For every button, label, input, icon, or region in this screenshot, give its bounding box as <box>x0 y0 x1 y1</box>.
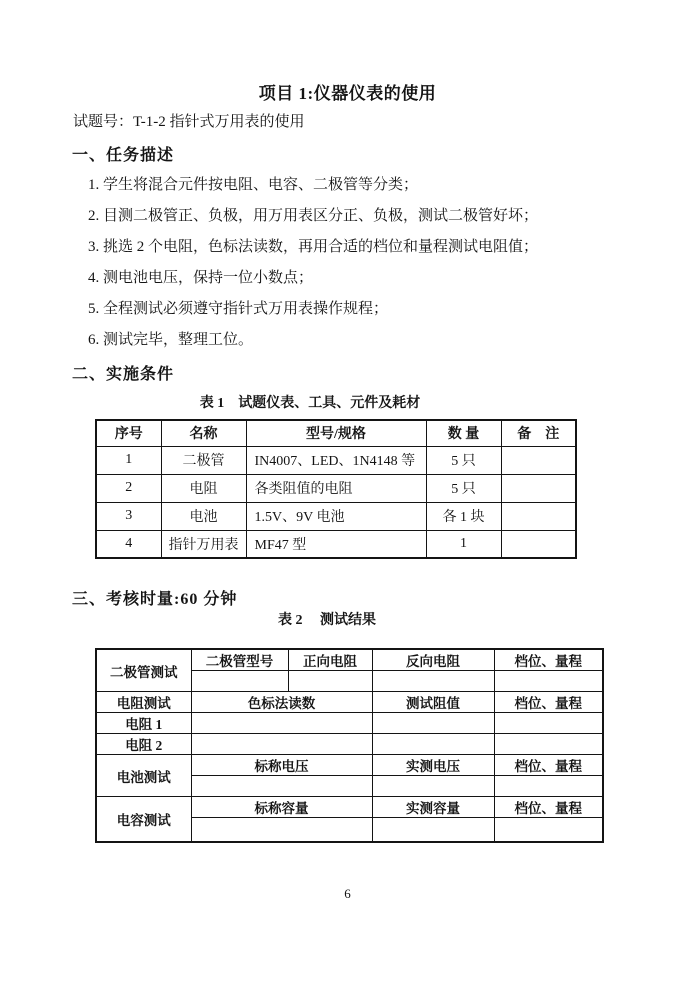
header-cell-diode-model: 二极管型号 <box>191 649 288 671</box>
header-cell-range: 档位、量程 <box>494 797 603 818</box>
header-cell-reverse-resistance: 反向电阻 <box>372 649 494 671</box>
table-cell: MF47 型 <box>246 530 426 558</box>
header-cell-measured-capacity: 实测容量 <box>372 797 494 818</box>
page-title: 项目 1:仪器仪表的使用 <box>258 84 437 103</box>
header-cell-nominal-voltage: 标称电压 <box>191 755 372 776</box>
empty-cell <box>372 713 494 734</box>
table-row <box>96 446 576 474</box>
header-cell-name: 名称 <box>161 420 246 446</box>
table-cell: 电阻 <box>161 474 246 502</box>
row-label-diode-test: 二极管测试 <box>96 649 191 692</box>
empty-cell <box>372 671 494 692</box>
table1-caption: 表 1 试题仪表、工具、元件及耗材 <box>199 396 421 411</box>
empty-cell <box>288 671 372 692</box>
table-cell: 二极管 <box>161 446 246 474</box>
header-cell-remarks: 备 注 <box>501 420 576 446</box>
table-row <box>96 474 576 502</box>
empty-cell <box>191 818 372 842</box>
section-heading-task-description: 一、任务描述 <box>72 147 175 164</box>
task-list <box>88 170 648 356</box>
materials-table <box>95 419 577 559</box>
table-cell: 5 只 <box>426 474 501 502</box>
row-label-battery-test: 电池测试 <box>96 755 191 797</box>
table-cell: 电池 <box>161 502 246 530</box>
empty-cell <box>501 474 576 502</box>
table-cell: IN4007、LED、1N4148 等 <box>246 446 426 474</box>
table-cell: 1.5V、9V 电池 <box>246 502 426 530</box>
empty-cell <box>191 734 372 755</box>
header-cell-forward-resistance: 正向电阻 <box>288 649 372 671</box>
header-cell-measured-resistance: 测试阻值 <box>372 692 494 713</box>
task-item: 3. 挑选 2 个电阻，色标法读数，再用合适的档位和量程测试电阻值； <box>88 239 539 255</box>
table-cell: 1 <box>426 530 501 558</box>
table-cell: 2 <box>96 474 161 502</box>
task-item: 4. 测电池电压，保持一位小数点； <box>88 270 314 286</box>
row-label-resistor-1: 电阻 1 <box>96 713 191 734</box>
battery-header-row <box>96 755 603 776</box>
table-cell: 指针万用表 <box>161 530 246 558</box>
resistor1-entry-row <box>96 713 603 734</box>
empty-cell <box>494 734 603 755</box>
resistor-header-row <box>96 692 603 713</box>
table-row <box>96 530 576 558</box>
empty-cell <box>494 818 603 842</box>
header-cell-range: 档位、量程 <box>494 692 603 713</box>
section-heading-implementation-conditions: 二、实施条件 <box>72 366 175 383</box>
table-cell: 5 只 <box>426 446 501 474</box>
empty-cell <box>494 671 603 692</box>
section-heading-assessment-time: 三、考核时量:60 分钟 <box>72 591 238 608</box>
header-cell-range: 档位、量程 <box>494 755 603 776</box>
table-cell: 3 <box>96 502 161 530</box>
header-cell-nominal-capacity: 标称容量 <box>191 797 372 818</box>
page-number: 6 <box>344 886 351 901</box>
table-cell: 1 <box>96 446 161 474</box>
header-cell-color-code-reading: 色标法读数 <box>191 692 372 713</box>
empty-cell <box>494 776 603 797</box>
empty-cell <box>501 502 576 530</box>
task-item: 2. 目测二极管正、负极，用万用表区分正、负极，测试二极管好坏； <box>88 208 539 224</box>
header-cell-range: 档位、量程 <box>494 649 603 671</box>
task-item: 5. 全程测试必须遵守指针式万用表操作规程； <box>88 301 389 317</box>
empty-cell <box>372 734 494 755</box>
table-cell: 各类阻值的电阻 <box>246 474 426 502</box>
results-table <box>95 648 604 843</box>
row-label-capacitor-test: 电容测试 <box>96 797 191 842</box>
exam-number-line: 试题号：T-1-2 指针式万用表的使用 <box>73 114 305 130</box>
table2-caption: 表 2 测试结果 <box>278 613 376 628</box>
empty-cell <box>191 776 372 797</box>
capacitor-header-row <box>96 797 603 818</box>
header-cell-quantity: 数 量 <box>426 420 501 446</box>
empty-cell <box>191 713 372 734</box>
task-item: 1. 学生将混合元件按电阻、电容、二极管等分类； <box>88 177 419 193</box>
task-item: 6. 测试完毕，整理工位。 <box>88 332 254 348</box>
empty-cell <box>501 530 576 558</box>
header-cell-model: 型号/规格 <box>246 420 426 446</box>
header-cell-index: 序号 <box>96 420 161 446</box>
row-label-resistor-2: 电阻 2 <box>96 734 191 755</box>
table-header-row <box>96 420 576 446</box>
empty-cell <box>191 671 288 692</box>
resistor2-entry-row <box>96 734 603 755</box>
diode-header-row <box>96 649 603 671</box>
table-cell: 4 <box>96 530 161 558</box>
empty-cell <box>372 818 494 842</box>
table-row <box>96 502 576 530</box>
header-cell-measured-voltage: 实测电压 <box>372 755 494 776</box>
empty-cell <box>372 776 494 797</box>
table-cell: 各 1 块 <box>426 502 501 530</box>
row-label-resistor-test: 电阻测试 <box>96 692 191 713</box>
empty-cell <box>494 713 603 734</box>
empty-cell <box>501 446 576 474</box>
